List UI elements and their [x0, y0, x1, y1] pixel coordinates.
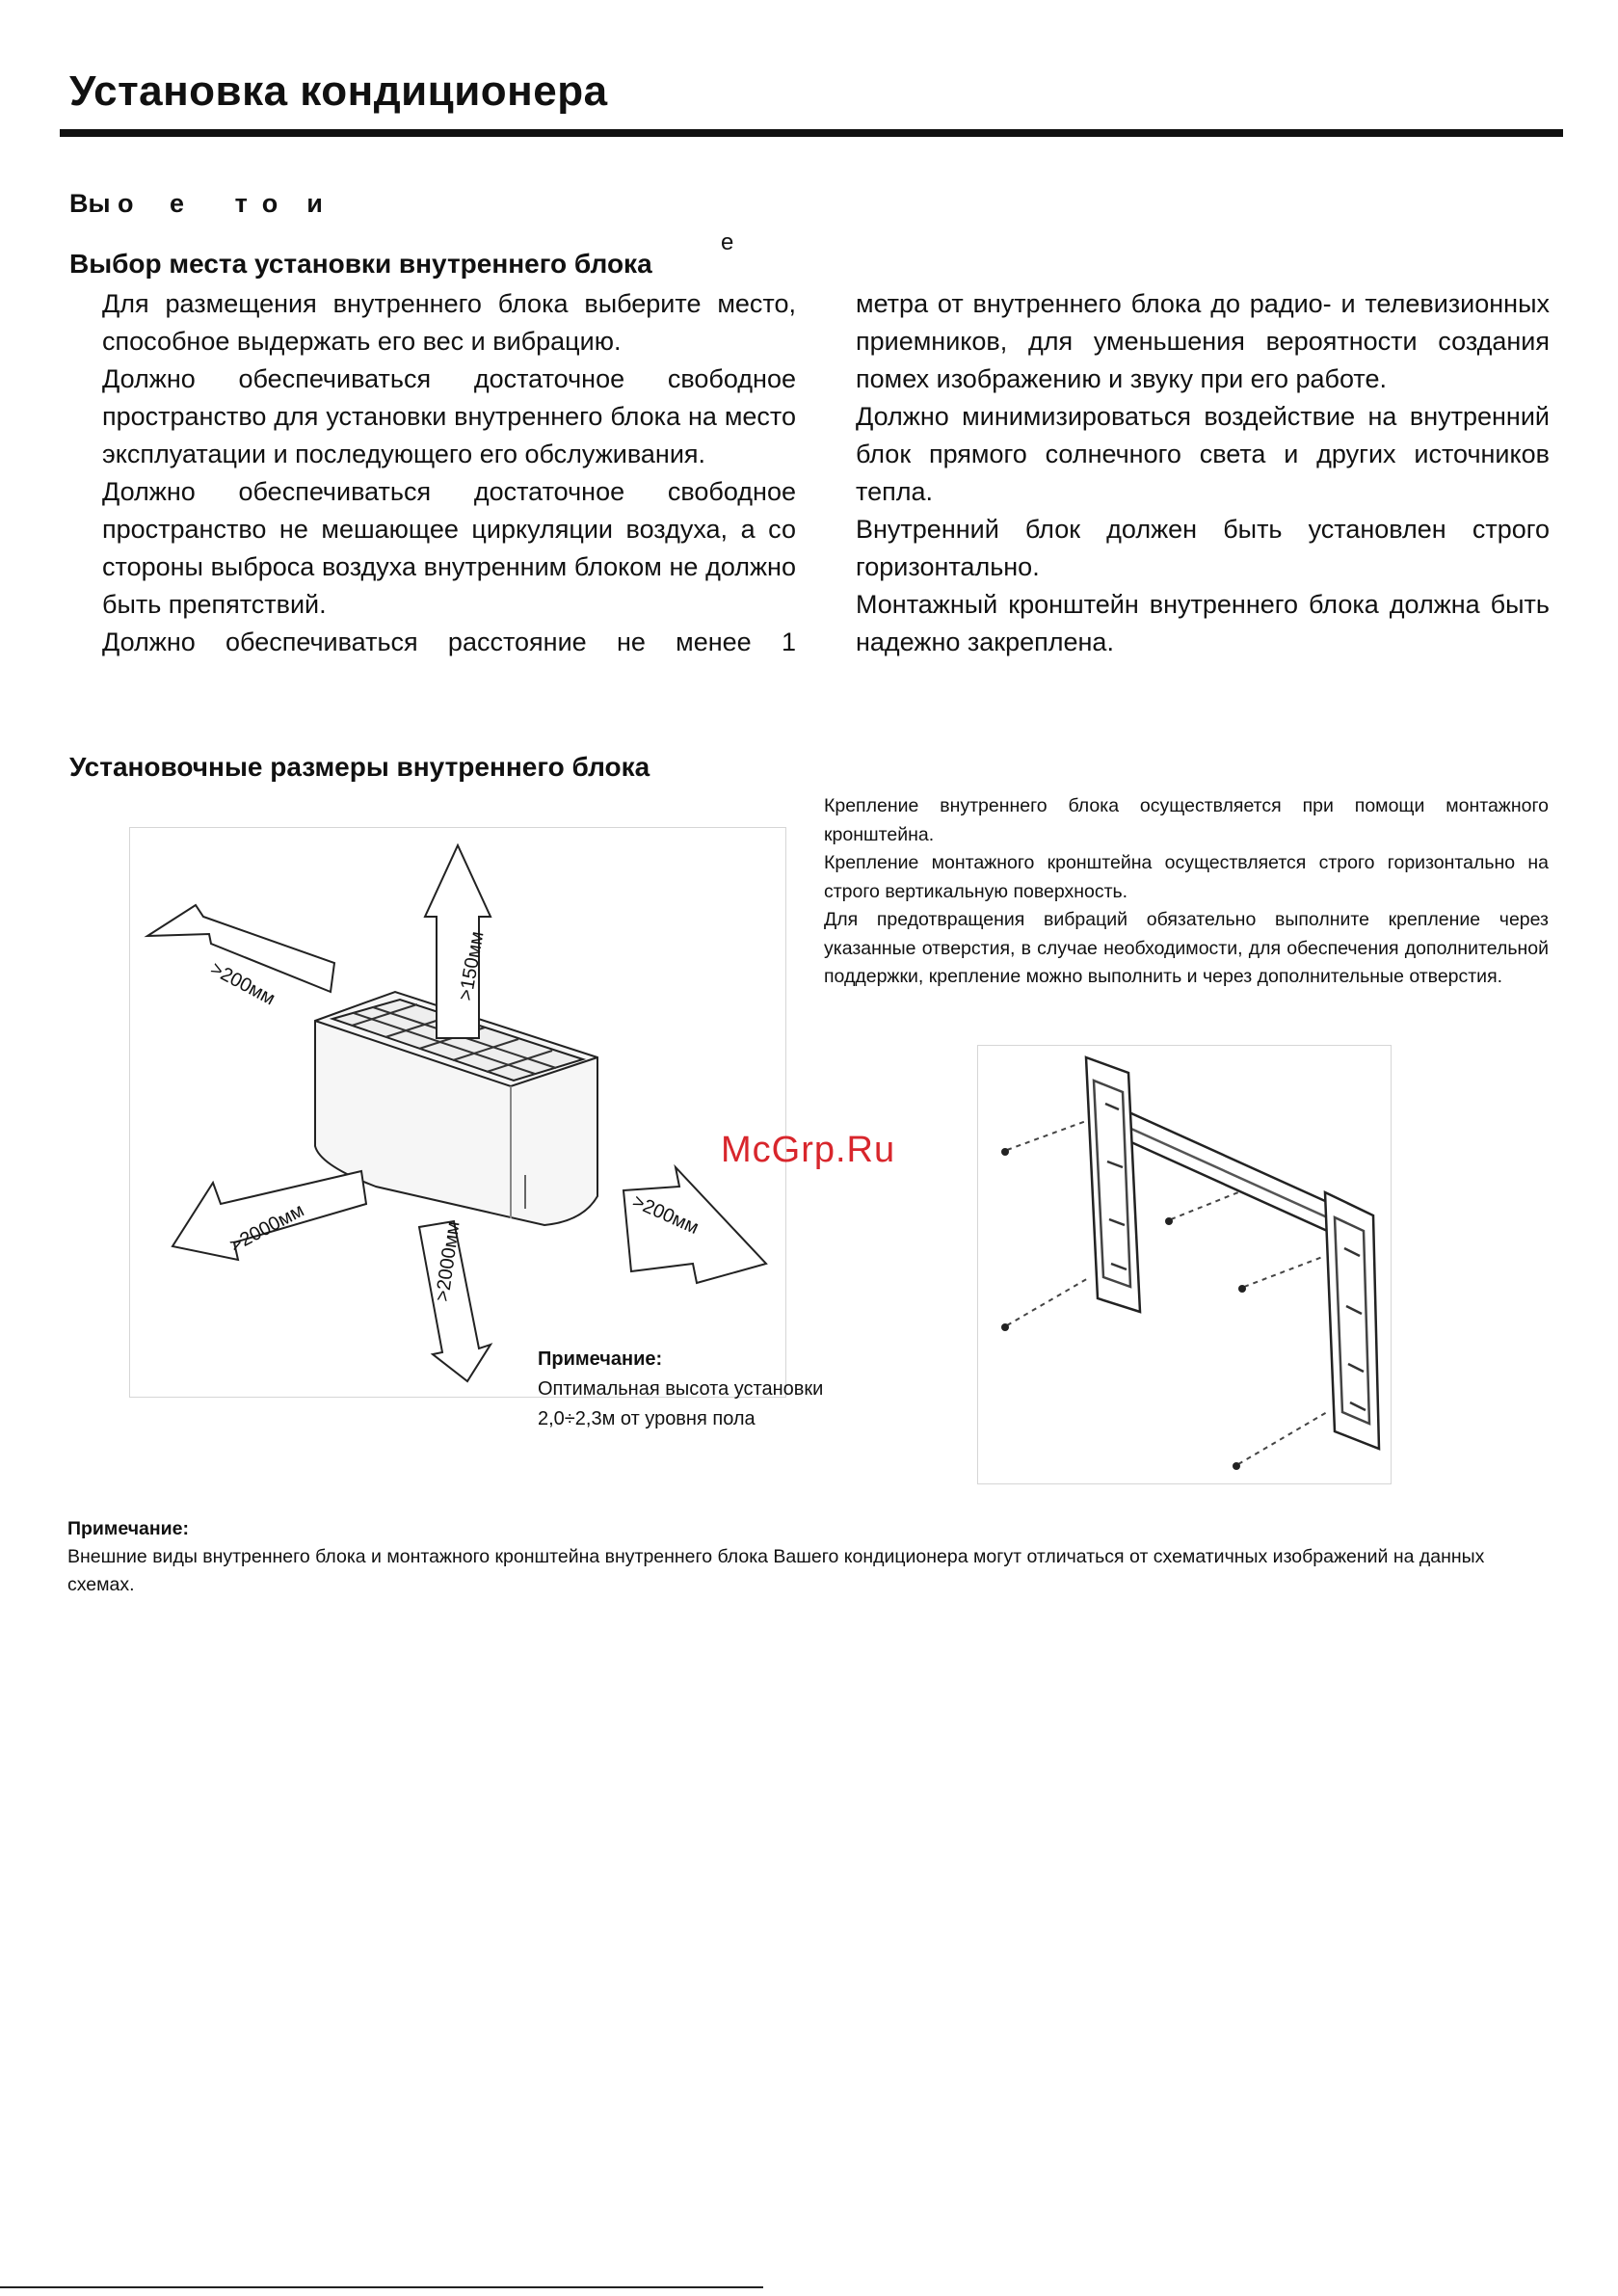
paragraph: Должно обеспечиваться расстояние не менее 1 [102, 627, 796, 656]
clearance-top-label: >150мм [455, 929, 489, 1002]
partial-heading: Вы о е т о и [69, 189, 323, 218]
note-line: Оптимальная высота установки [538, 1378, 824, 1400]
paragraph: Должно обеспечиваться достаточное свободное пространство не мешающее циркуляции воздуха, а со стороны выброса воздуха внутренним блоком не должно быть препятствий. [102, 477, 796, 619]
paragraph: Для размещения внутреннего блока выберите место, способное выдержать его вес и вибрацию. [102, 289, 796, 356]
mounting-bracket-diagram [977, 1045, 1392, 1484]
paragraph: Должно обеспечиваться достаточное свободное пространство для установки внутреннего блока на место эксплуатации и последующего его обслуживания. [102, 364, 796, 468]
stray-letter: е [721, 229, 734, 255]
paragraph: Крепление монтажного кронштейна осуществляется строго горизонтально на строго вертикальную поверхность. [824, 852, 1549, 902]
paragraph: Должно минимизироваться воздействие на внутренний блок прямого солнечного света и других источников тепла. [856, 402, 1550, 506]
note-line: 2,0÷2,3м от уровня пола [538, 1408, 756, 1429]
paragraph: Внутренний блок должен быть установлен строго горизонтально. [856, 515, 1550, 581]
title-rule [60, 129, 1563, 137]
location-requirements-left [102, 285, 796, 661]
note-text: Внешние виды внутреннего блока и монтажного кронштейна внутреннего блока Вашего кондиционера могут отличаться от схематичных изображений на данных схемах. [67, 1546, 1485, 1595]
clearance-diagram [129, 827, 786, 1398]
location-requirements-right [856, 285, 1550, 661]
clearance-right-label: >200мм [628, 1190, 703, 1240]
note-heading: Примечание: [538, 1348, 663, 1370]
paragraph: метра от внутреннего блока до радио- и телевизионных приемников, для уменьшения вероятности создания помех изображению и звуку при его работе. [856, 289, 1550, 393]
watermark: McGrp.Ru [721, 1130, 896, 1170]
bracket-mounting-text [824, 792, 1549, 992]
note-heading: Примечание: [67, 1518, 189, 1539]
footer-rule [0, 2286, 763, 2288]
paragraph: Монтажный кронштейн внутреннего блока должна быть надежно закреплена. [856, 590, 1550, 656]
paragraph: Крепление внутреннего блока осуществляется при помощи монтажного кронштейна. [824, 795, 1549, 845]
mounting-bracket-drawing [978, 1046, 1393, 1485]
clearance-diagram-drawing [130, 828, 787, 1399]
section-heading-dimensions: Установочные размеры внутреннего блока [69, 752, 650, 782]
installation-height-note [538, 1345, 823, 1434]
clearance-front-left-label: >2000мм [226, 1199, 308, 1257]
page-title: Установка кондиционера [69, 67, 608, 115]
clearance-front-label: >2000мм [432, 1219, 464, 1303]
section-heading-location: Выбор места установки внутреннего блока [69, 249, 652, 279]
clearance-left-label: >200мм [206, 957, 279, 1010]
bottom-note [67, 1515, 1552, 1599]
paragraph: Для предотвращения вибраций обязательно выполните крепление через указанные отверстия, в случае необходимости, для обеспечения дополнительной поддержки, крепление можно выполнить и через дополнительные отверстия. [824, 909, 1549, 987]
